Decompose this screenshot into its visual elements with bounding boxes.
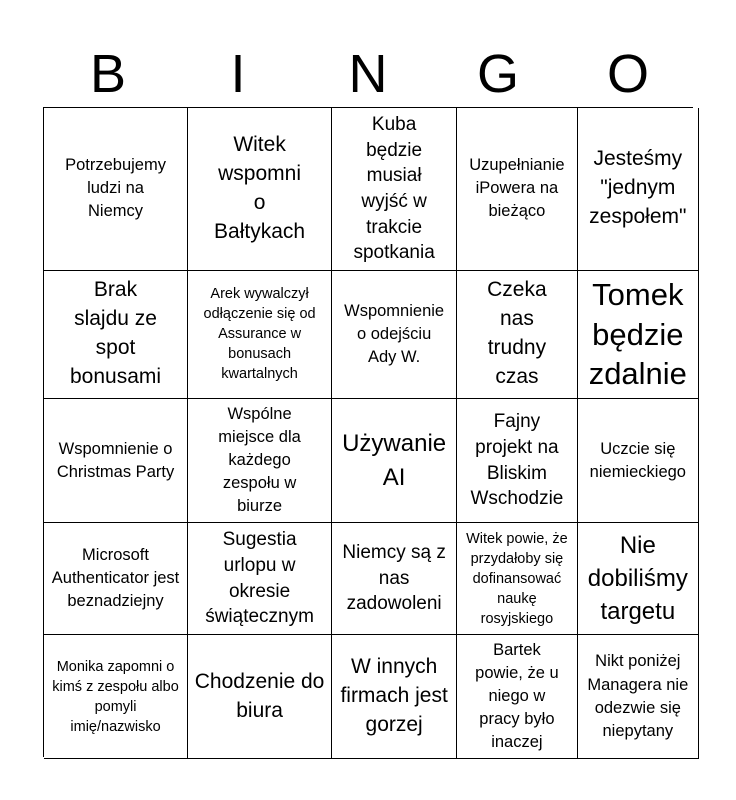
bingo-cell[interactable]: Jesteśmy "jednym zespołem" xyxy=(578,108,699,271)
bingo-cell[interactable]: Kuba będzie musiał wyjść w trakcie spotkania xyxy=(332,108,457,271)
header-letter-o: O xyxy=(606,44,649,104)
bingo-cell[interactable]: Microsoft Authenticator jest beznadziejny xyxy=(44,523,188,635)
bingo-cell[interactable]: Nikt poniżej Managera nie odezwie się niepytany xyxy=(578,635,699,759)
bingo-grid xyxy=(43,107,693,757)
header-letter-i: I xyxy=(230,44,246,104)
header-letter-b: B xyxy=(89,44,127,104)
bingo-cell[interactable]: Fajny projekt na Bliskim Wschodzie xyxy=(457,399,578,523)
header-letter-g: G xyxy=(476,44,519,104)
header-letter-n: N xyxy=(348,44,388,104)
bingo-cell[interactable]: Uzupełnianie iPowera na bieżąco xyxy=(457,108,578,271)
bingo-cell[interactable]: Wspomnienie o odejściu Ady W. xyxy=(332,271,457,399)
bingo-cell[interactable]: Monika zapomni o kimś z zespołu albo pomyli imię/nazwisko xyxy=(44,635,188,759)
bingo-header xyxy=(43,40,693,108)
bingo-cell[interactable]: Tomek będzie zdalnie xyxy=(578,271,699,399)
bingo-cell[interactable]: Nie dobiliśmy targetu xyxy=(578,523,699,635)
bingo-cell[interactable]: Witek powie, że przydałoby się dofinansować naukę rosyjskiego xyxy=(457,523,578,635)
bingo-cell[interactable]: Potrzebujemy ludzi na Niemcy xyxy=(44,108,188,271)
bingo-cell[interactable]: Bartek powie, że u niego w pracy było inaczej xyxy=(457,635,578,759)
bingo-cell[interactable]: Arek wywalczył odłączenie się od Assurance w bonusach kwartalnych xyxy=(188,271,332,399)
bingo-cell[interactable]: Brak slajdu ze spot bonusami xyxy=(44,271,188,399)
bingo-cell[interactable]: Witek wspomni o Bałtykach xyxy=(188,108,332,271)
bingo-cell[interactable]: Chodzenie do biura xyxy=(188,635,332,759)
bingo-cell[interactable]: Sugestia urlopu w okresie świątecznym xyxy=(188,523,332,635)
bingo-cell[interactable]: Czeka nas trudny czas xyxy=(457,271,578,399)
bingo-cell[interactable]: W innych firmach jest gorzej xyxy=(332,635,457,759)
bingo-cell[interactable]: Wspomnienie o Christmas Party xyxy=(44,399,188,523)
bingo-cell[interactable]: Niemcy są z nas zadowoleni xyxy=(332,523,457,635)
bingo-cell[interactable]: Używanie AI xyxy=(332,399,457,523)
bingo-cell[interactable]: Wspólne miejsce dla każdego zespołu w biurze xyxy=(188,399,332,523)
bingo-cell[interactable]: Uczcie się niemieckiego xyxy=(578,399,699,523)
